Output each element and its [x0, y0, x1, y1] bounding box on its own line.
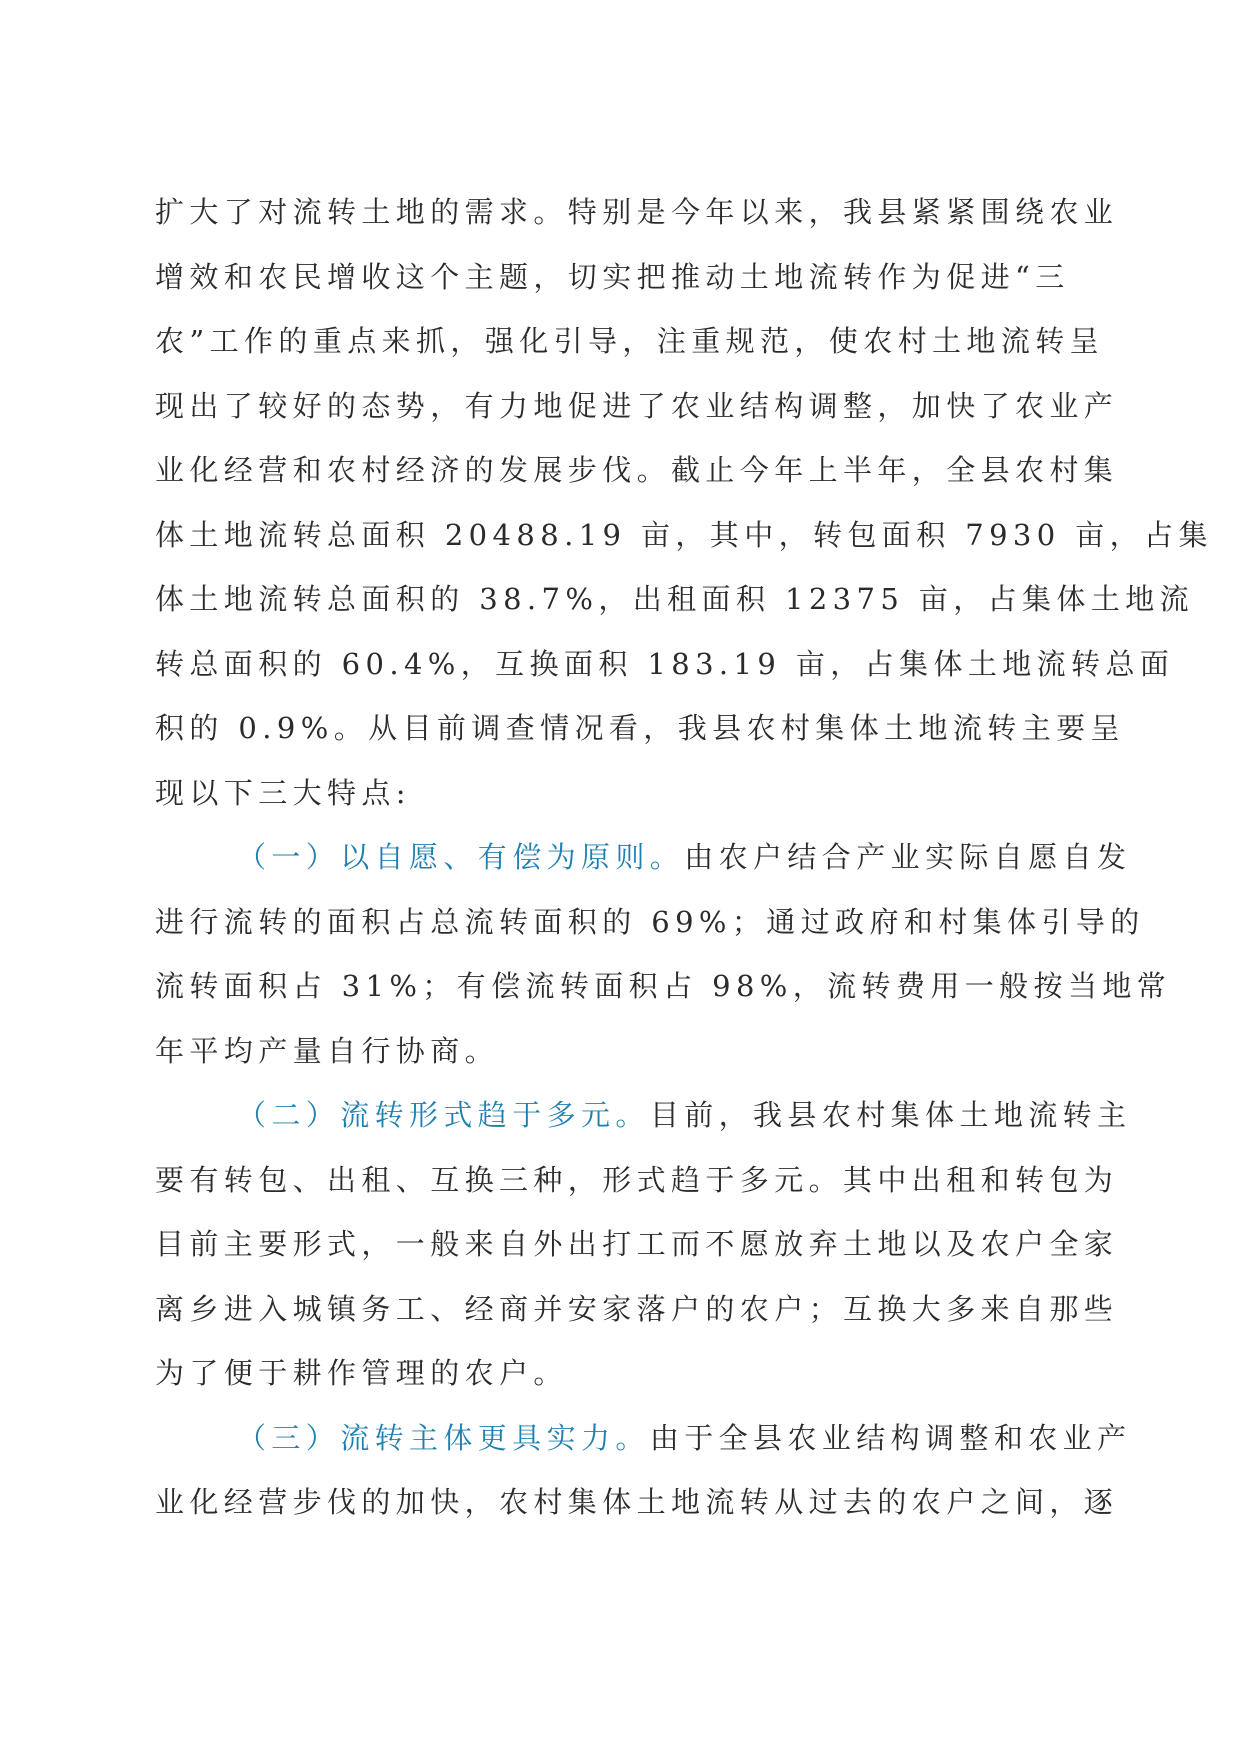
body-line-5: 业化经营和农村经济的发展步伐。截止今年上半年，全县农村集 [155, 453, 1119, 487]
body-line-1: 扩大了对流转土地的需求。特别是今年以来，我县紧紧围绕农业 [155, 195, 1119, 229]
section-1-first-line [155, 825, 1132, 890]
body-line-9: 积的 0.9%。从目前调查情况看，我县农村集体土地流转主要呈 [155, 711, 1125, 745]
section-1-line: 进行流转的面积占总流转面积的 69%；通过政府和村集体引导的 [155, 904, 1145, 939]
body-line-3: 农”工作的重点来抓，强化引导，注重规范，使农村土地流转呈 [155, 324, 1105, 358]
document-body [155, 180, 1213, 1535]
body-line-2: 增效和农民增收这个主题，切实把推动土地流转作为促进“三 [155, 259, 1070, 294]
section-2-heading: （二）流转形式趋于多元。 [237, 1098, 650, 1132]
body-line-10: 现以下三大特点: [155, 775, 411, 810]
section-1-line: 年平均产量自行协商。 [155, 1033, 500, 1068]
section-2-line: 目前主要形式，一般来自外出打工而不愿放弃土地以及农户全家 [155, 1227, 1119, 1261]
section-1-heading: （一）以自愿、有偿为原则。 [237, 840, 685, 874]
section-3-heading: （三）流转主体更具实力。 [237, 1420, 650, 1455]
section-1-first-line-text: 由农户结合产业实际自愿自发 [684, 840, 1132, 874]
section-2-first-line-text: 目前，我县农村集体土地流转主 [649, 1098, 1132, 1132]
section-2-line: 要有转包、出租、互换三种，形式趋于多元。其中出租和转包为 [155, 1162, 1119, 1197]
body-line-4: 现出了较好的态势，有力地促进了农业结构调整，加快了农业产 [155, 388, 1119, 423]
body-line-7: 体土地流转总面积的 38.7%，出租面积 12375 亩，占集体土地流 [155, 582, 1195, 616]
body-line-8: 转总面积的 60.4%，互换面积 183.19 亩，占集体土地流转总面 [155, 646, 1175, 681]
section-2-line: 离乡进入城镇务工、经商并安家落户的农户；互换大多来自那些 [155, 1291, 1119, 1326]
section-3-first-line-text: 由于全县农业结构调整和农业产 [649, 1420, 1132, 1455]
section-2-first-line [155, 1083, 1132, 1148]
section-3-first-line [155, 1406, 1132, 1471]
section-1-line: 流转面积占 31%；有偿流转面积占 98%，流转费用一般按当地常 [155, 969, 1172, 1003]
section-3-line: 业化经营步伐的加快，农村集体土地流转从过去的农户之间，逐 [155, 1485, 1119, 1519]
body-line-6: 体土地流转总面积 20488.19 亩，其中，转包面积 7930 亩，占集 [155, 517, 1213, 552]
section-2-line: 为了便于耕作管理的农户。 [155, 1356, 568, 1390]
